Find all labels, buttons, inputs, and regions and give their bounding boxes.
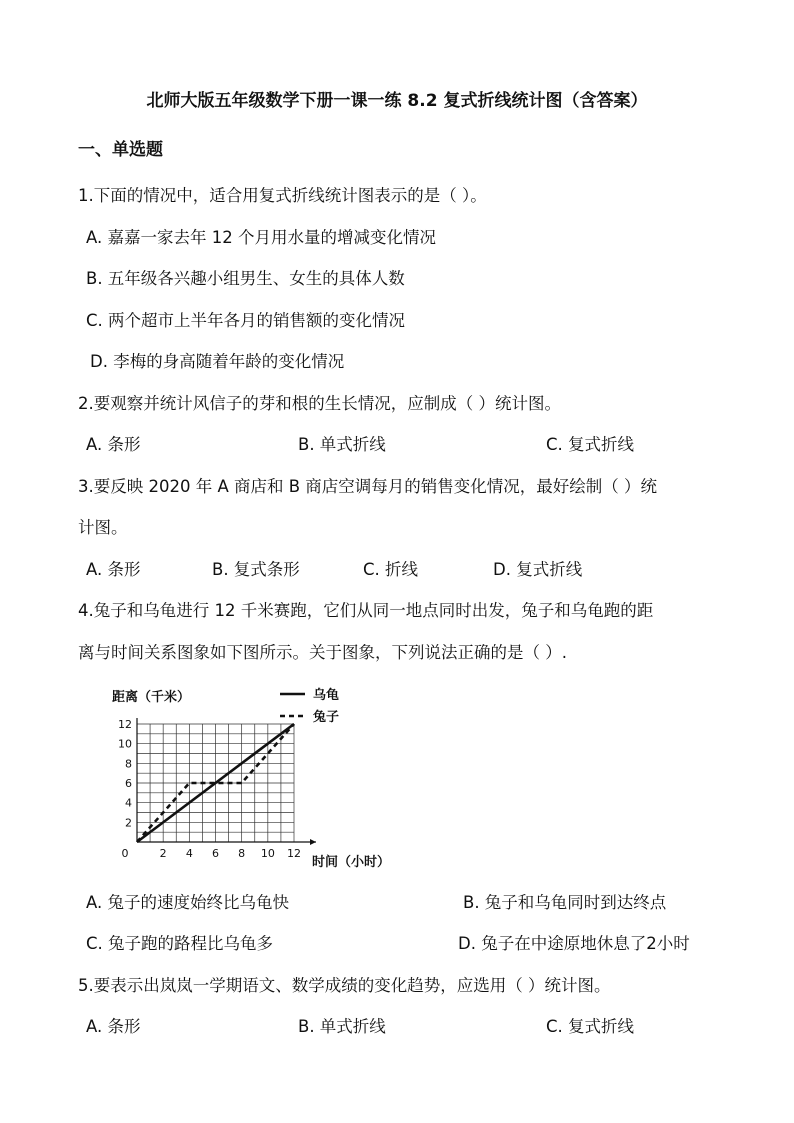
question-2-stem: 2.要观察并统计风信子的芽和根的生长情况，应制成（ ）统计图。 [78, 394, 561, 413]
question-4-option-d: D. 兔子在中途原地休息了2小时 [458, 934, 690, 953]
y-tick-label: 8 [125, 757, 132, 771]
x-axis-title: 时间（小时） [312, 855, 391, 870]
legend-label-tortoise: 乌龟 [313, 688, 340, 703]
x-tick-label: 10 [260, 847, 275, 860]
section-heading: 一、单选题 [78, 140, 163, 160]
legend-label-rabbit: 兔子 [313, 710, 340, 725]
question-3-option-a: A. 条形 [86, 560, 141, 579]
page-title: 北师大版五年级数学下册一课一练 8.2 复式折线统计图（含答案） [146, 91, 648, 111]
question-2-option-b: B. 单式折线 [298, 435, 386, 454]
question-3-option-d: D. 复式折线 [493, 560, 583, 579]
question-4-stem-line-1: 4.兔子和乌龟进行 12 千米赛跑，它们从同一地点同时出发，兔子和乌龟跑的距 [78, 601, 654, 620]
question-5-option-c: C. 复式折线 [546, 1017, 635, 1036]
question-1-option-b: B. 五年级各兴趣小组男生、女生的具体人数 [86, 269, 405, 288]
y-tick-label: 12 [118, 718, 132, 731]
x-tick-label: 4 [185, 847, 193, 860]
question-4-option-a: A. 兔子的速度始终比乌龟快 [86, 893, 289, 912]
y-tick-label: 6 [125, 777, 132, 790]
question-5-option-a: A. 条形 [86, 1017, 141, 1036]
question-2-option-c: C. 复式折线 [546, 435, 635, 454]
x-tick-label: 8 [238, 847, 246, 860]
y-axis-title: 距离（千米） [112, 690, 191, 705]
question-3-stem-line-1: 3.要反映 2020 年 A 商店和 B 商店空调每月的销售变化情况，最好绘制（ ）统 [78, 477, 658, 496]
origin-label: 0 [121, 847, 129, 860]
question-3-option-b: B. 复式条形 [212, 560, 300, 579]
question-1-stem: 1.下面的情况中，适合用复式折线统计图表示的是（ ）。 [78, 186, 487, 205]
x-tick-label: 2 [159, 847, 167, 860]
question-1-option-d: D. 李梅的身高随着年龄的变化情况 [90, 352, 345, 371]
question-1-option-c: C. 两个超市上半年各月的销售额的变化情况 [86, 311, 406, 330]
x-tick-label: 12 [287, 847, 301, 860]
question-4-option-b: B. 兔子和乌龟同时到达终点 [463, 893, 667, 912]
x-axis-arrow [310, 839, 316, 845]
x-tick-label: 6 [212, 847, 219, 860]
question-5-option-b: B. 单式折线 [298, 1017, 386, 1036]
question-3-stem-line-2: 计图。 [78, 518, 128, 537]
question-4-stem-line-2: 离与时间关系图象如下图所示。关于图象，下列说法正确的是（ ）. [78, 643, 567, 662]
y-tick-label: 2 [125, 816, 132, 830]
y-tick-label: 4 [125, 796, 132, 810]
question-5-stem: 5.要表示出岚岚一学期语文、数学成绩的变化趋势，应选用（ ）统计图。 [78, 976, 611, 995]
race-line-chart [110, 680, 391, 880]
question-1-option-a: A. 嘉嘉一家去年 12 个月用水量的增减变化情况 [86, 228, 436, 247]
question-2-option-a: A. 条形 [86, 435, 141, 454]
y-tick-label: 10 [118, 737, 132, 751]
question-3-option-c: C. 折线 [363, 560, 419, 579]
question-4-option-c: C. 兔子跑的路程比乌龟多 [86, 934, 274, 953]
